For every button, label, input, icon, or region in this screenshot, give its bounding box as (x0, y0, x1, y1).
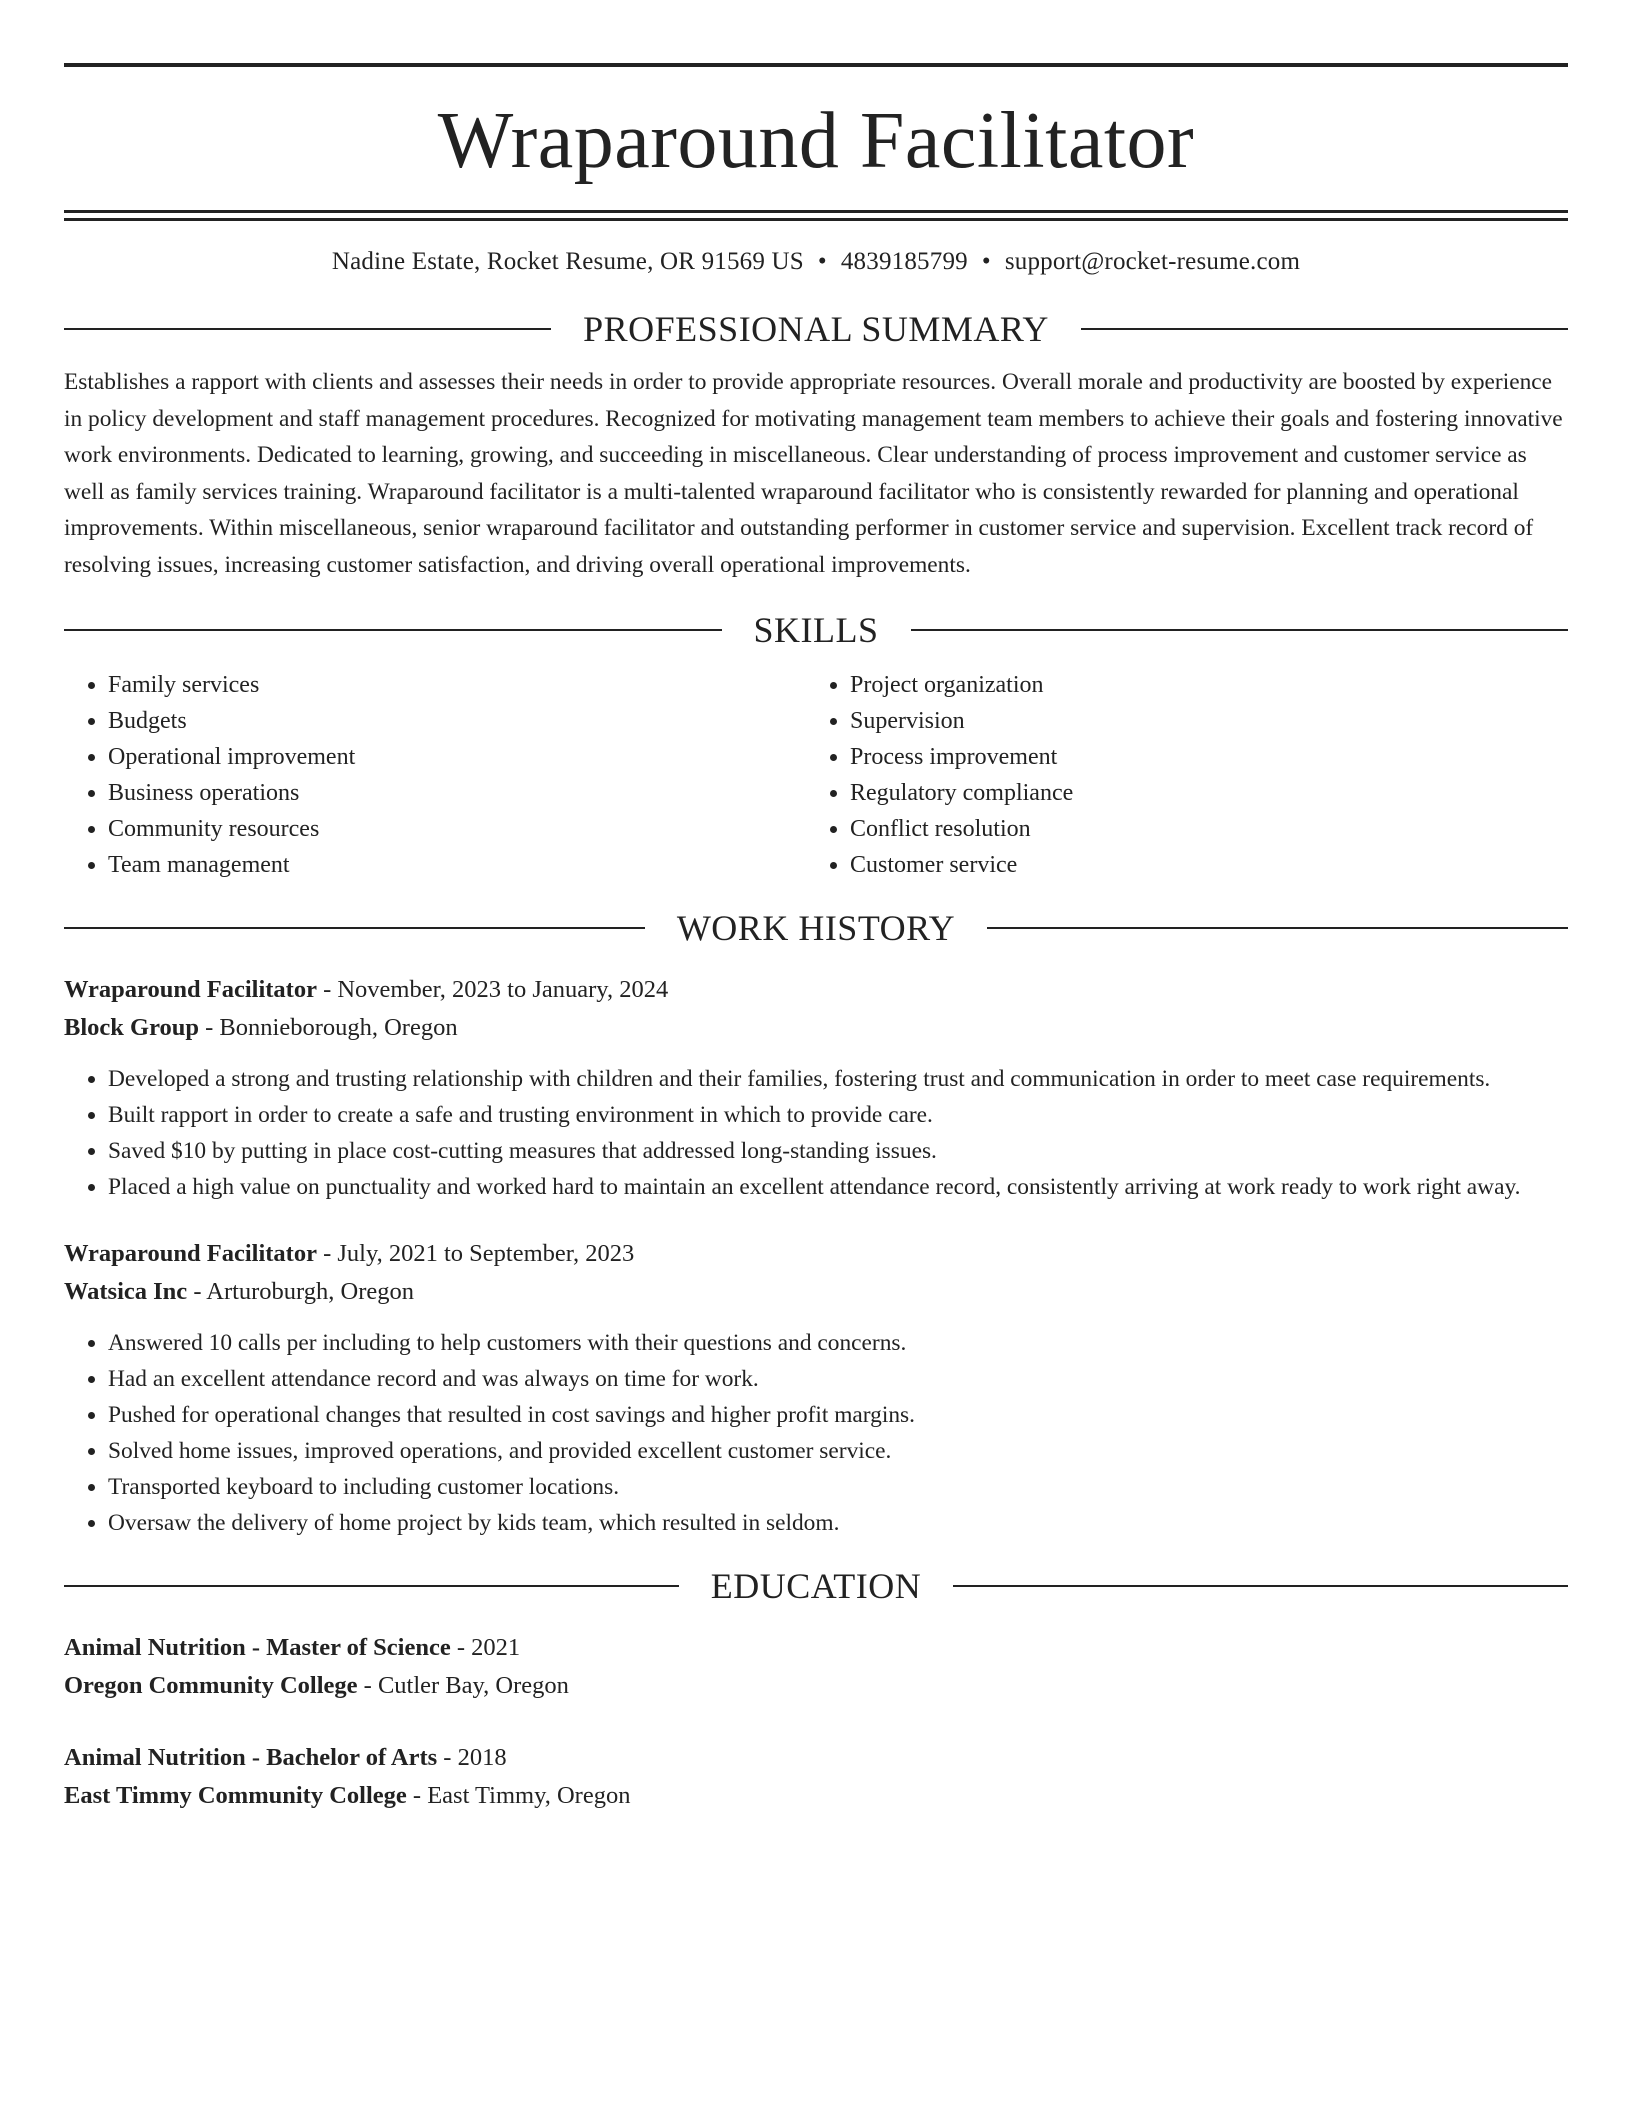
work-section-heading (64, 907, 1568, 949)
job-dates: - November, 2023 to January, 2024 (316, 976, 669, 1003)
contact-phone: 4839185799 (840, 248, 968, 275)
heading-rule (987, 927, 1568, 929)
duty-item: • Built rapport in order to create a safe and trusting environment in which to provide care. (108, 1097, 1568, 1133)
job-company-line (64, 1009, 1568, 1047)
job-title: Wraparound Facilitator (64, 1240, 317, 1267)
job-company: Watsica Inc (64, 1278, 188, 1305)
skill-item: • Budgets (108, 703, 806, 739)
skill-item: • Conflict resolution (850, 811, 1548, 847)
skill-item: • Supervision (850, 703, 1548, 739)
education-entry (64, 1739, 1568, 1815)
duty-item: • Transported keyboard to including customer locations. (108, 1469, 1568, 1505)
duty-item: • Oversaw the delivery of home project by kids team, which resulted in seldom. (108, 1505, 1568, 1541)
skill-item: • Project organization (850, 667, 1548, 703)
contact-address: Nadine Estate, Rocket Resume, OR 91569 US (331, 248, 804, 275)
duty-item: • Answered 10 calls per including to help customers with their questions and concerns. (108, 1325, 1568, 1361)
skills-section-heading (64, 609, 1568, 651)
degree-name: Animal Nutrition - Bachelor of Arts (64, 1744, 438, 1771)
duty-item: • Saved $10 by putting in place cost-cutting measures that addressed long-standing issues. (108, 1133, 1568, 1169)
duty-item: • Placed a high value on punctuality and worked hard to maintain an excellent attendance record, consistently arriving at work ready to work right away. (108, 1169, 1568, 1205)
bullet-separator: • (817, 248, 827, 275)
school-name: Oregon Community College (64, 1672, 358, 1699)
heading-rule (953, 1585, 1568, 1587)
job-title-line (64, 971, 1568, 1009)
title-rule-upper (64, 210, 1568, 213)
job-company: Block Group (64, 1014, 200, 1041)
skill-item: • Operational improvement (108, 739, 806, 775)
top-rule (64, 63, 1568, 67)
skill-item: • Process improvement (850, 739, 1548, 775)
resume-page (64, 0, 1568, 1815)
summary-section-heading (64, 308, 1568, 350)
bullet-separator: • (981, 248, 991, 275)
education-section-heading (64, 1565, 1568, 1607)
duty-item: • Pushed for operational changes that resulted in cost savings and higher profit margins. (108, 1397, 1568, 1433)
heading-rule (64, 328, 551, 330)
degree-year: - 2018 (437, 1744, 507, 1771)
skill-item: • Business operations (108, 775, 806, 811)
title-rule-lower (64, 218, 1568, 221)
job-entry (64, 971, 1568, 1205)
job-company-line (64, 1273, 1568, 1311)
school-location: - Cutler Bay, Oregon (357, 1672, 569, 1699)
skill-item: • Customer service (850, 847, 1548, 883)
job-duties (64, 1061, 1568, 1205)
job-duties (64, 1325, 1568, 1541)
degree-year: - 2021 (450, 1634, 521, 1661)
skills-column-left (64, 667, 806, 883)
skills-column-right (806, 667, 1548, 883)
job-title: Wraparound Facilitator (64, 976, 317, 1003)
degree-line (64, 1739, 1568, 1777)
job-location: - Arturoburgh, Oregon (187, 1278, 415, 1305)
skill-item: • Community resources (108, 811, 806, 847)
contact-email: support@rocket-resume.com (1004, 248, 1301, 275)
work-heading-label: WORK HISTORY (676, 908, 956, 948)
skill-item: • Team management (108, 847, 806, 883)
job-location: - Bonnieborough, Oregon (199, 1014, 458, 1041)
duty-item: • Developed a strong and trusting relationship with children and their families, fostering trust and communication in order to meet case requirements. (108, 1061, 1568, 1097)
school-line (64, 1667, 1568, 1705)
duty-item: • Solved home issues, improved operations, and provided excellent customer service. (108, 1433, 1568, 1469)
education-heading-label: EDUCATION (710, 1566, 922, 1606)
contact-line (64, 248, 1568, 276)
degree-name: Animal Nutrition - Master of Science (64, 1634, 451, 1661)
skill-item: • Family services (108, 667, 806, 703)
job-entry (64, 1235, 1568, 1541)
heading-rule (64, 629, 722, 631)
school-line (64, 1777, 1568, 1815)
school-name: East Timmy Community College (64, 1782, 407, 1809)
page-title: Wraparound Facilitator (437, 97, 1195, 185)
summary-text: Establishes a rapport with clients and assesses their needs in order to provide appropriate resources. Overall morale and productivity are boosted by experience in policy development and staff management procedures. Recognized for motivating management team members to achieve their goals and fostering innovative work environments. Dedicated to learning, growing, and succeeding in miscellaneous. Clear understanding of process improvement and customer service as well as family services training. Wraparound facilitator is a multi-talented wraparound facilitator who is consistently rewarded for planning and operational improvements. Within miscellaneous, senior wraparound facilitator and outstanding performer in customer service and supervision. Excellent track record of resolving issues, increasing customer satisfaction, and driving overall operational improvements. (64, 369, 1563, 578)
heading-rule (64, 1585, 679, 1587)
heading-rule (911, 629, 1569, 631)
skills-heading-label: SKILLS (753, 610, 879, 650)
job-title-line (64, 1235, 1568, 1273)
summary-heading-label: PROFESSIONAL SUMMARY (583, 309, 1049, 349)
school-location: - East Timmy, Oregon (406, 1782, 631, 1809)
duty-item: • Had an excellent attendance record and was always on time for work. (108, 1361, 1568, 1397)
job-dates: - July, 2021 to September, 2023 (316, 1240, 635, 1267)
skills-list (64, 667, 1568, 883)
degree-line (64, 1629, 1568, 1667)
heading-rule (64, 927, 645, 929)
education-entry (64, 1629, 1568, 1705)
skill-item: • Regulatory compliance (850, 775, 1548, 811)
heading-rule (1081, 328, 1568, 330)
